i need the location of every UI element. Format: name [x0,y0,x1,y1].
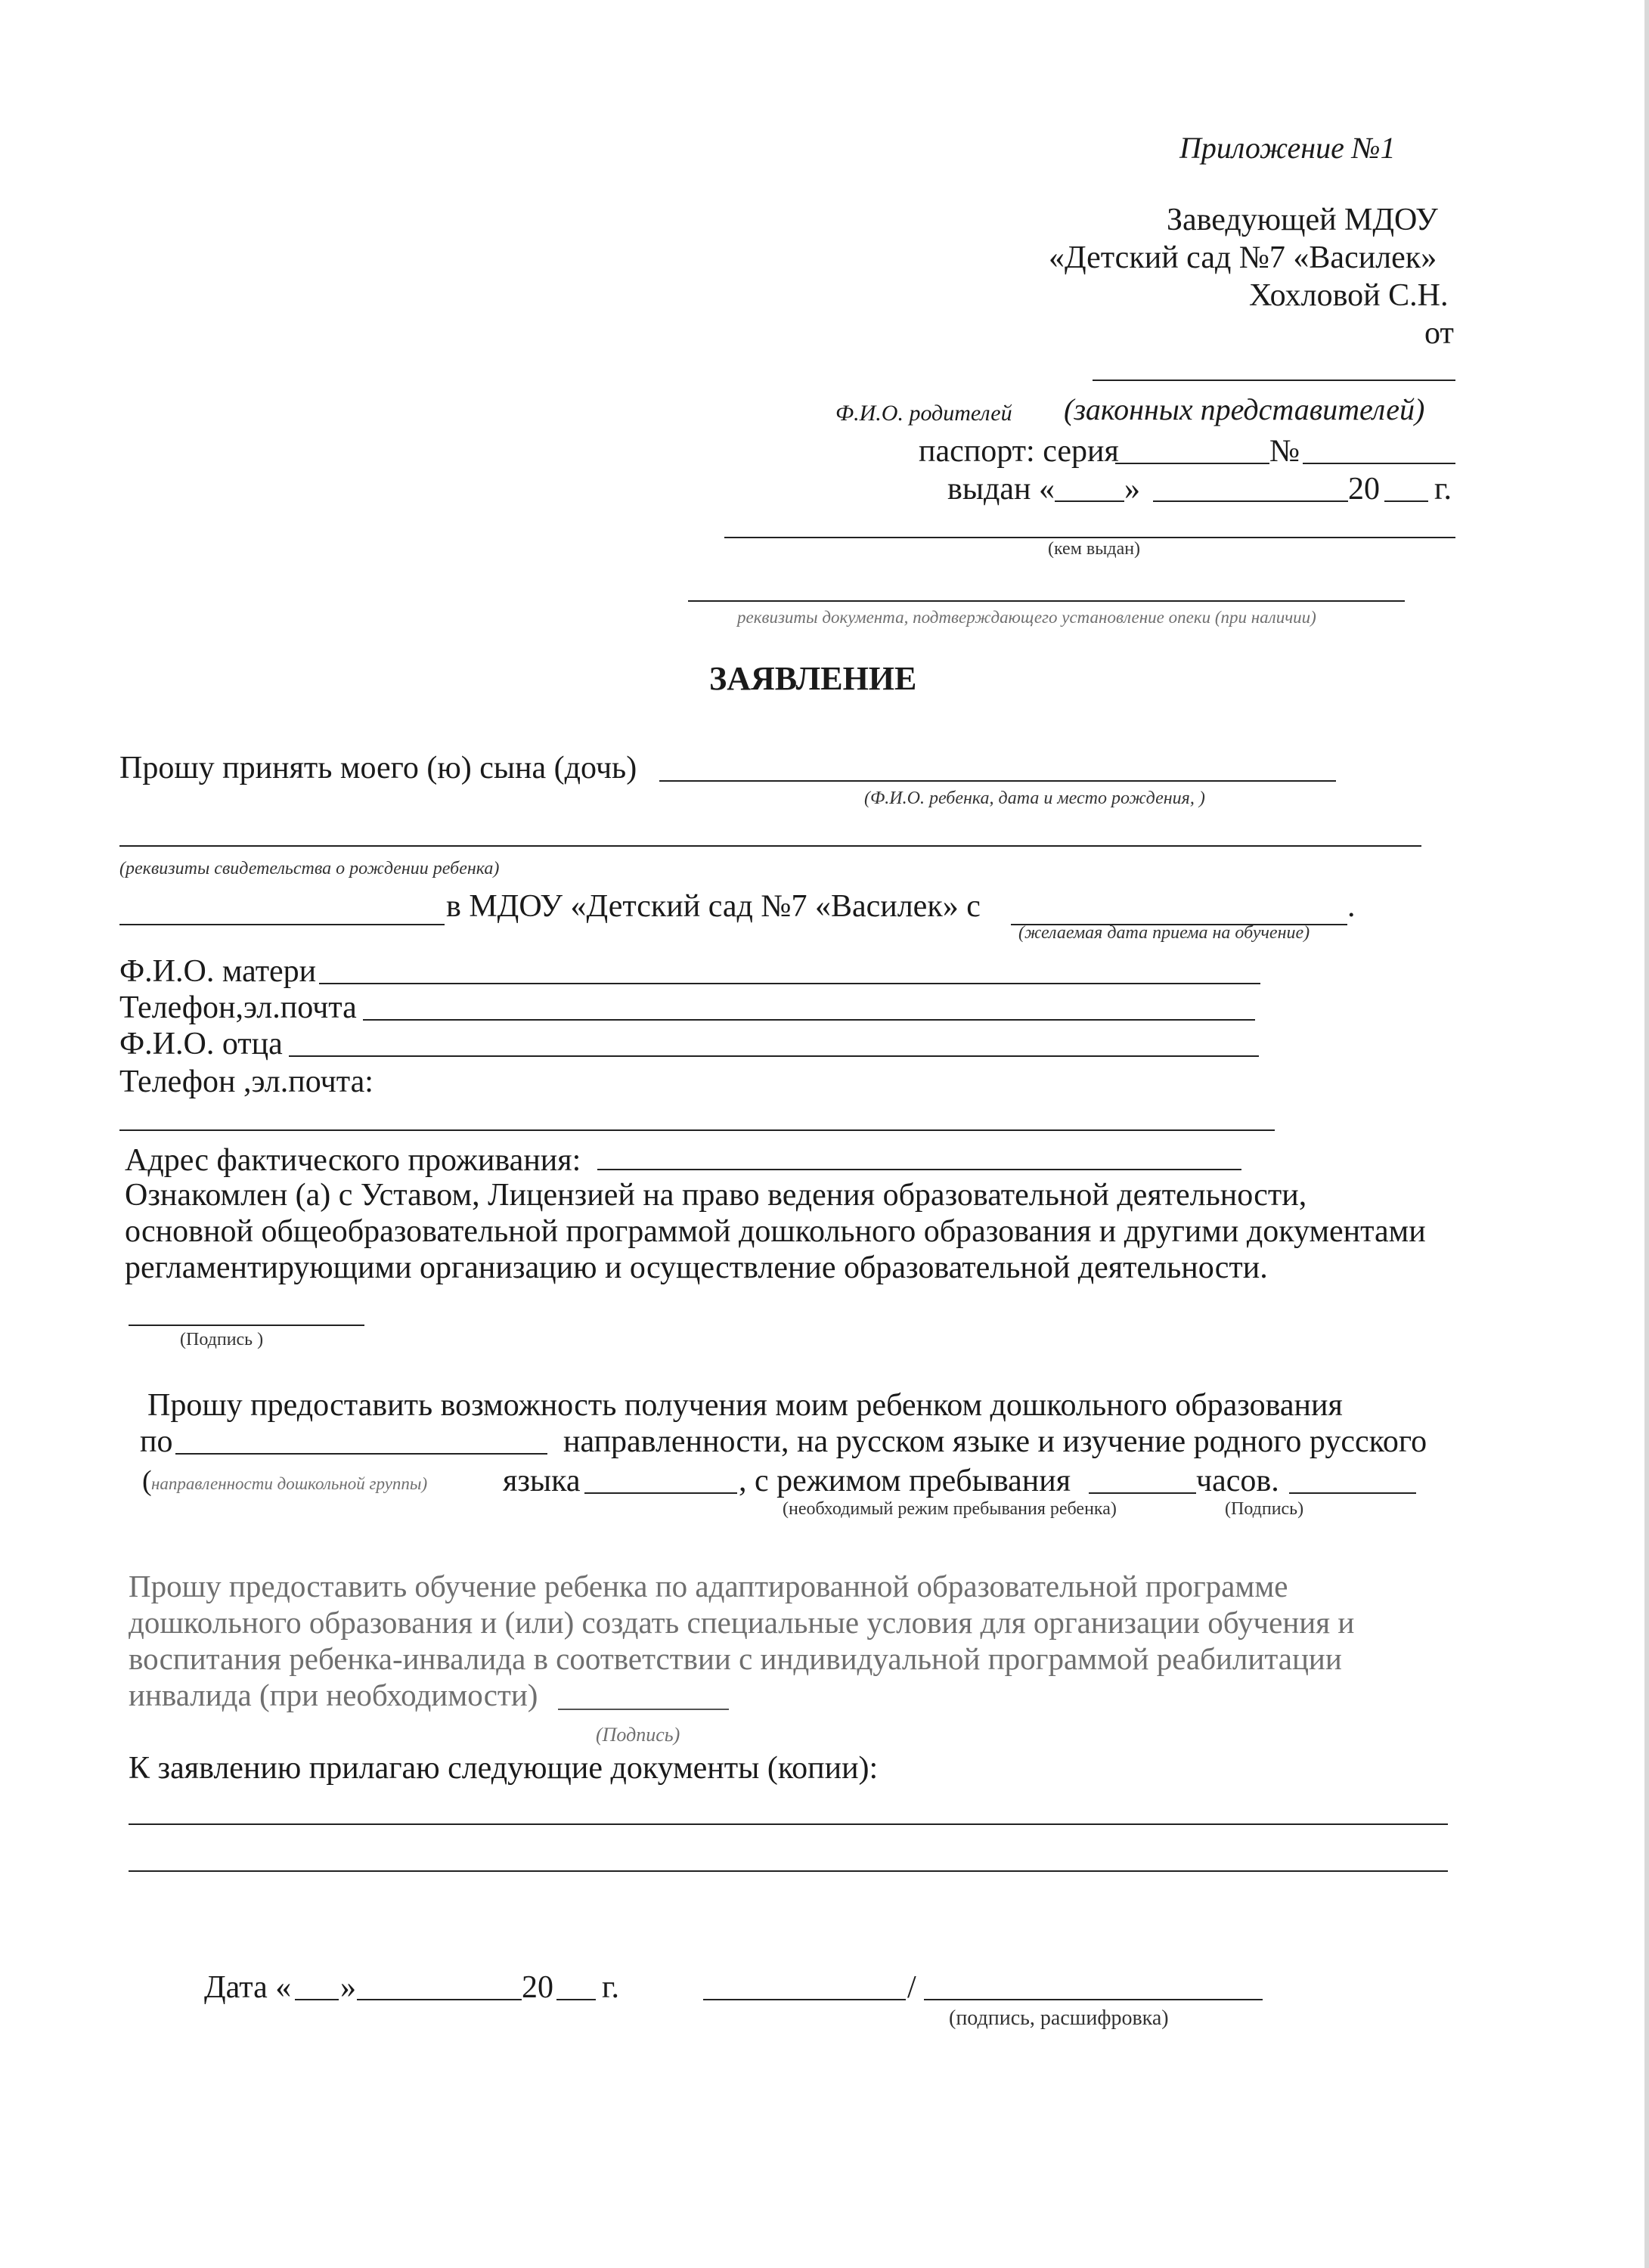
signature-caption-2: (Подпись) [1225,1499,1304,1519]
father-label: Ф.И.О. отца [119,1027,283,1061]
adapted-text-line-4: инвалида (при необходимости) [129,1678,538,1712]
period-mark: . [1347,889,1356,924]
date-quote-close: » [340,1970,356,2005]
passport-series-label: паспорт: серия [919,434,1119,469]
birth-cert-caption: (реквизиты свидетельства о рождении ребенка) [119,859,500,878]
passport-series-field[interactable] [1115,463,1269,464]
guardianship-doc-field[interactable] [688,600,1405,602]
issued-by-field[interactable] [724,537,1455,538]
hours-label: часов. [1196,1464,1279,1498]
address-field[interactable] [597,1169,1241,1170]
acquainted-text-line-1: Ознакомлен (а) с Уставом, Лицензией на право ведения образовательной деятельности, [125,1178,1307,1213]
stay-mode-caption: (необходимый режим пребывания ребенка) [783,1499,1117,1519]
issued-quote-close: » [1124,472,1140,507]
education-text-line-2: направленности, на русском языке и изучение родного русского [563,1424,1427,1459]
signature-transcript-field[interactable] [924,1999,1263,2000]
date-year-suffix: г. [602,1970,619,2005]
guardianship-caption: реквизиты документа, подтверждающего установление опеки (при наличии) [737,608,1316,627]
father-phone-field[interactable] [119,1129,1275,1131]
education-by-label: по [140,1424,173,1459]
mother-phone-label: Телефон,эл.почта [119,990,357,1025]
from-label: от [1424,316,1454,351]
passport-number-sign: № [1269,434,1300,469]
language-field[interactable] [584,1492,737,1494]
mother-name-field[interactable] [319,983,1260,984]
father-phone-label: Телефон ,эл.почта: [119,1064,374,1099]
mother-phone-field[interactable] [363,1019,1255,1021]
stay-hours-field[interactable] [1089,1492,1196,1494]
adapted-text-line-1: Прошу предоставить обучение ребенка по адаптированной образовательной программе [129,1569,1288,1603]
adapted-signature-field[interactable] [558,1709,729,1710]
education-signature-field[interactable] [1289,1492,1416,1494]
signature-slash: / [907,1970,916,2005]
addressee-position: Заведующей МДОУ [1167,203,1438,237]
request-label: Прошу принять моего (ю) сына (дочь) [119,751,637,785]
admission-date-caption: (желаемая дата приема на обучение) [1018,923,1310,943]
issued-label: выдан « [947,472,1055,507]
issued-year-suffix: г. [1434,472,1452,507]
group-orientation-field[interactable] [175,1453,547,1455]
mother-label: Ф.И.О. матери [119,954,317,989]
issued-day-field[interactable] [1055,500,1124,502]
parent-caption-legal: (законных представителей) [1064,392,1425,426]
education-text-line-1: Прошу предоставить возможность получения моим ребенком дошкольного образования [147,1388,1343,1423]
addressee-name: Хохловой С.Н. [1249,278,1449,313]
adapted-text-line-3: воспитания ребенка-инвалида в соответствии с индивидуальной программой реабилитации [129,1641,1342,1676]
date-month-field[interactable] [357,1999,522,2000]
child-caption: (Ф.И.О. ребенка, дата и место рождения, ) [864,789,1205,808]
date-day-field[interactable] [295,1999,339,2000]
issued-year-prefix: 20 [1348,472,1380,507]
language-label: языка [503,1464,581,1498]
child-info-field[interactable] [659,780,1336,782]
address-label: Адрес фактического проживания: [125,1143,581,1178]
father-name-field[interactable] [289,1055,1259,1057]
signature-transcript-caption: (подпись, расшифровка) [949,2006,1169,2030]
birth-certificate-field[interactable] [119,845,1421,847]
acquainted-signature-field[interactable] [129,1325,364,1326]
addressee-organization: «Детский сад №7 «Василек» [1049,240,1437,275]
attachments-field-1[interactable] [129,1823,1448,1825]
attachments-label: К заявлению прилагаю следующие документы (копии): [129,1751,879,1786]
attachments-field-2[interactable] [129,1870,1448,1872]
page-title: ЗАЯВЛЕНИЕ [709,660,917,697]
date-year-field[interactable] [556,1999,596,2000]
group-caption-paren: ( [142,1465,152,1497]
appendix-label: Приложение №1 [1179,131,1396,165]
date-label: Дата « [204,1970,292,2005]
kindergarten-label: в МДОУ «Детский сад №7 «Василек» с [446,889,981,924]
date-year-prefix: 20 [522,1970,553,2005]
parent-caption: Ф.И.О. родителей [835,401,1012,426]
birth-certificate-field-cont[interactable] [119,924,445,925]
signature-caption-1: (Подпись ) [180,1330,264,1349]
issued-month-field[interactable] [1153,500,1348,502]
group-orientation-caption: направленности дошкольной группы) [151,1474,428,1493]
page-edge-shadow [1644,0,1649,2268]
issued-by-caption: (кем выдан) [1048,539,1141,559]
signature-field[interactable] [703,1999,906,2000]
stay-mode-label: , с режимом пребывания [739,1464,1071,1498]
parent-name-field[interactable] [1093,380,1455,381]
issued-year-field[interactable] [1384,500,1428,502]
adapted-text-line-2: дошкольного образования и (или) создать специальные условия для организации обучения и [129,1605,1355,1640]
acquainted-text-line-2: основной общеобразовательной программой дошкольного образования и другими документами [125,1214,1426,1249]
acquainted-text-line-3: регламентирующими организацию и осуществление образовательной деятельности. [125,1250,1268,1285]
passport-number-field[interactable] [1303,463,1455,464]
signature-caption-3: (Подпись) [596,1724,680,1746]
